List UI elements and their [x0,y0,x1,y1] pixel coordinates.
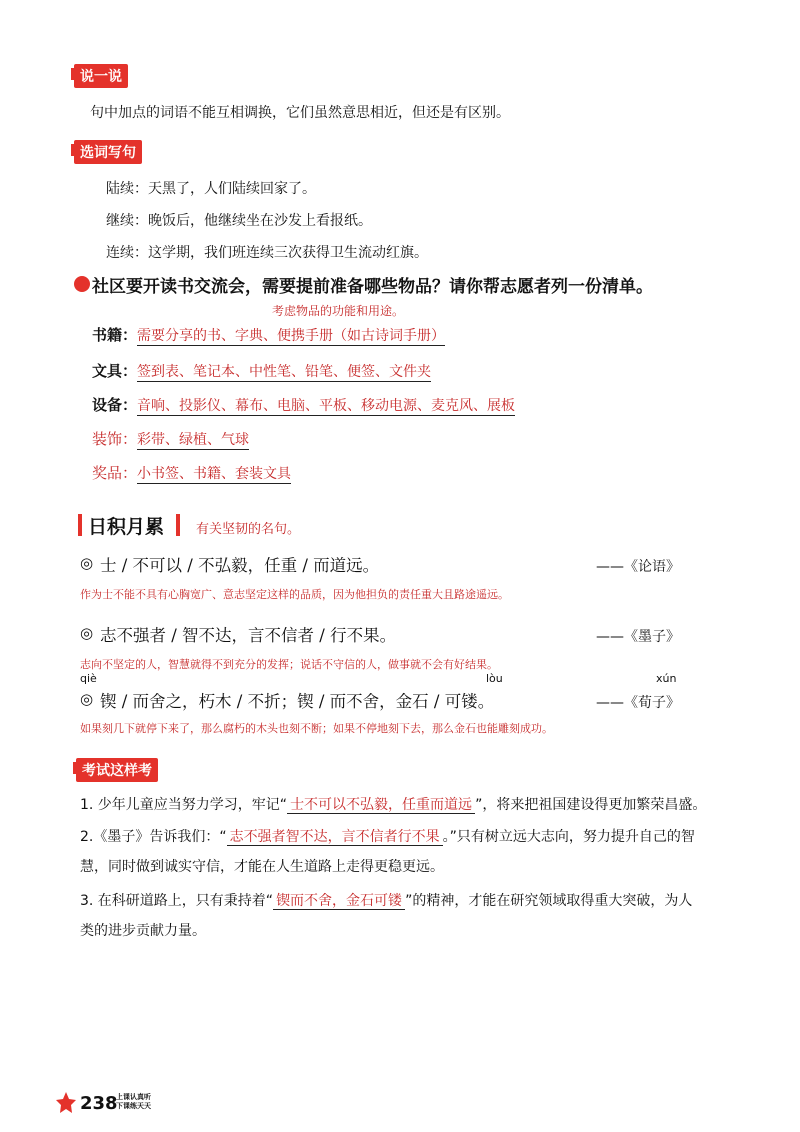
exam-text: ”的精神，才能在研究领域取得重大突破，为人 [405,893,693,909]
quote-meaning: 作为士不能不具有心胸宽广、意志坚定这样的品质，因为他担负的责任重大且路途遥远。 [80,588,509,601]
quote-text: 士 / 不可以 / 不弘毅，任重 / 而道远。 [100,556,380,575]
heading-bar [176,514,180,536]
exam-item-cont: 慧，同时做到诚实守信，才能在人生道路上走得更稳更远。 [80,859,444,875]
exam-text: ”，将来把祖国建设得更加繁荣昌盛。 [475,797,707,813]
question-seal-icon [74,276,90,292]
exam-item [80,826,695,846]
quote-bullet-icon: ◎ [80,624,94,642]
row-label: 设备： [92,396,138,414]
exam-item [80,890,692,910]
quote-text: 志不强者 / 智不达，言不信者 / 行不果。 [100,626,397,645]
quote-bullet-icon: ◎ [80,554,94,572]
footer-slogan-line: 下课练天天 [116,1102,151,1110]
row-label: 文具： [92,362,138,380]
quote-text: 锲 / 而舍之，朽木 / 不折；锲 / 而不舍，金石 / 可镂。 [100,692,495,711]
quote-source: ——《墨子》 [596,629,680,645]
page-number: 238 [80,1093,118,1114]
quote-meaning: 志向不坚定的人，智慧就得不到充分的发挥；说话不守信的人，做事就不会有好结果。 [80,658,498,671]
row-answer: 彩带、绿植、气球 [137,432,250,448]
list-row [92,360,431,381]
row-label: 书籍： [92,326,138,344]
answer-blank: 锲而不舍，金石可镂 [273,893,405,910]
exam-text: 2.《墨子》告诉我们：“ [80,829,227,845]
row-answer: 需要分享的书、字典、便携手册（如古诗词手册） [137,328,446,344]
pinyin: lòu [486,672,503,685]
answer-blank: 志不强者智不达，言不信者行不果 [227,829,443,846]
heading-bar [78,514,82,536]
quote-meaning: 如果刻几下就停下来了，那么腐朽的木头也刻不断；如果不停地刻下去，那么金石也能雕刻成功。 [80,722,553,735]
quote-bullet-icon: ◎ [80,690,94,708]
pinyin: qiè [80,672,97,685]
row-answer: 小书签、书籍、套装文具 [137,466,292,482]
row-answer: 签到表、笔记本、中性笔、铅笔、便签、文件夹 [137,364,432,380]
footer-slogan [116,1093,151,1111]
section-tag-xuanci: 选词写句 [74,140,142,164]
riji-note: 有关坚韧的名句。 [196,522,301,537]
quote-source: ——《荀子》 [596,695,680,711]
exam-item [80,794,706,814]
list-row [92,324,445,345]
list-row [92,462,291,483]
section-tag-kaoshi: 考试这样考 [76,758,158,782]
row-label: 奖品： [92,464,138,482]
exam-item-cont: 类的进步贡献力量。 [80,923,206,939]
exam-text: 1. 少年儿童应当努力学习，牢记“ [80,797,288,813]
pinyin: xún [656,672,677,685]
star-mascot-icon [56,1092,76,1114]
list-row [92,428,249,449]
exam-text: 。”只有树立远大志向，努力提升自己的智 [442,829,695,845]
question-text: 社区要开读书交流会，需要提前准备哪些物品？请你帮志愿者列一份清单。 [92,277,653,297]
section-tag-shuo: 说一说 [74,64,128,88]
footer-slogan-line: 上课认真听 [116,1093,151,1101]
answer-blank: 士不可以不弘毅，任重而道远 [287,797,475,814]
xuanci-line: 继续：晚饭后，他继续坐在沙发上看报纸。 [106,213,372,229]
row-answer: 音响、投影仪、幕布、电脑、平板、移动电源、麦克风、展板 [137,398,516,414]
quote-source: ——《论语》 [596,559,680,575]
xuanci-line: 陆续：天黑了，人们陆续回家了。 [106,181,316,197]
xuanci-line: 连续：这学期，我们班连续三次获得卫生流动红旗。 [106,245,428,261]
list-row [92,394,515,415]
row-label: 装饰： [92,430,138,448]
question-hint: 考虑物品的功能和用途。 [272,304,405,318]
exam-text: 3. 在科研道路上，只有秉持着“ [80,893,274,909]
shuo-text: 句中加点的词语不能互相调换，它们虽然意思相近，但还是有区别。 [90,105,510,121]
riji-title: 日积月累 [88,516,165,538]
